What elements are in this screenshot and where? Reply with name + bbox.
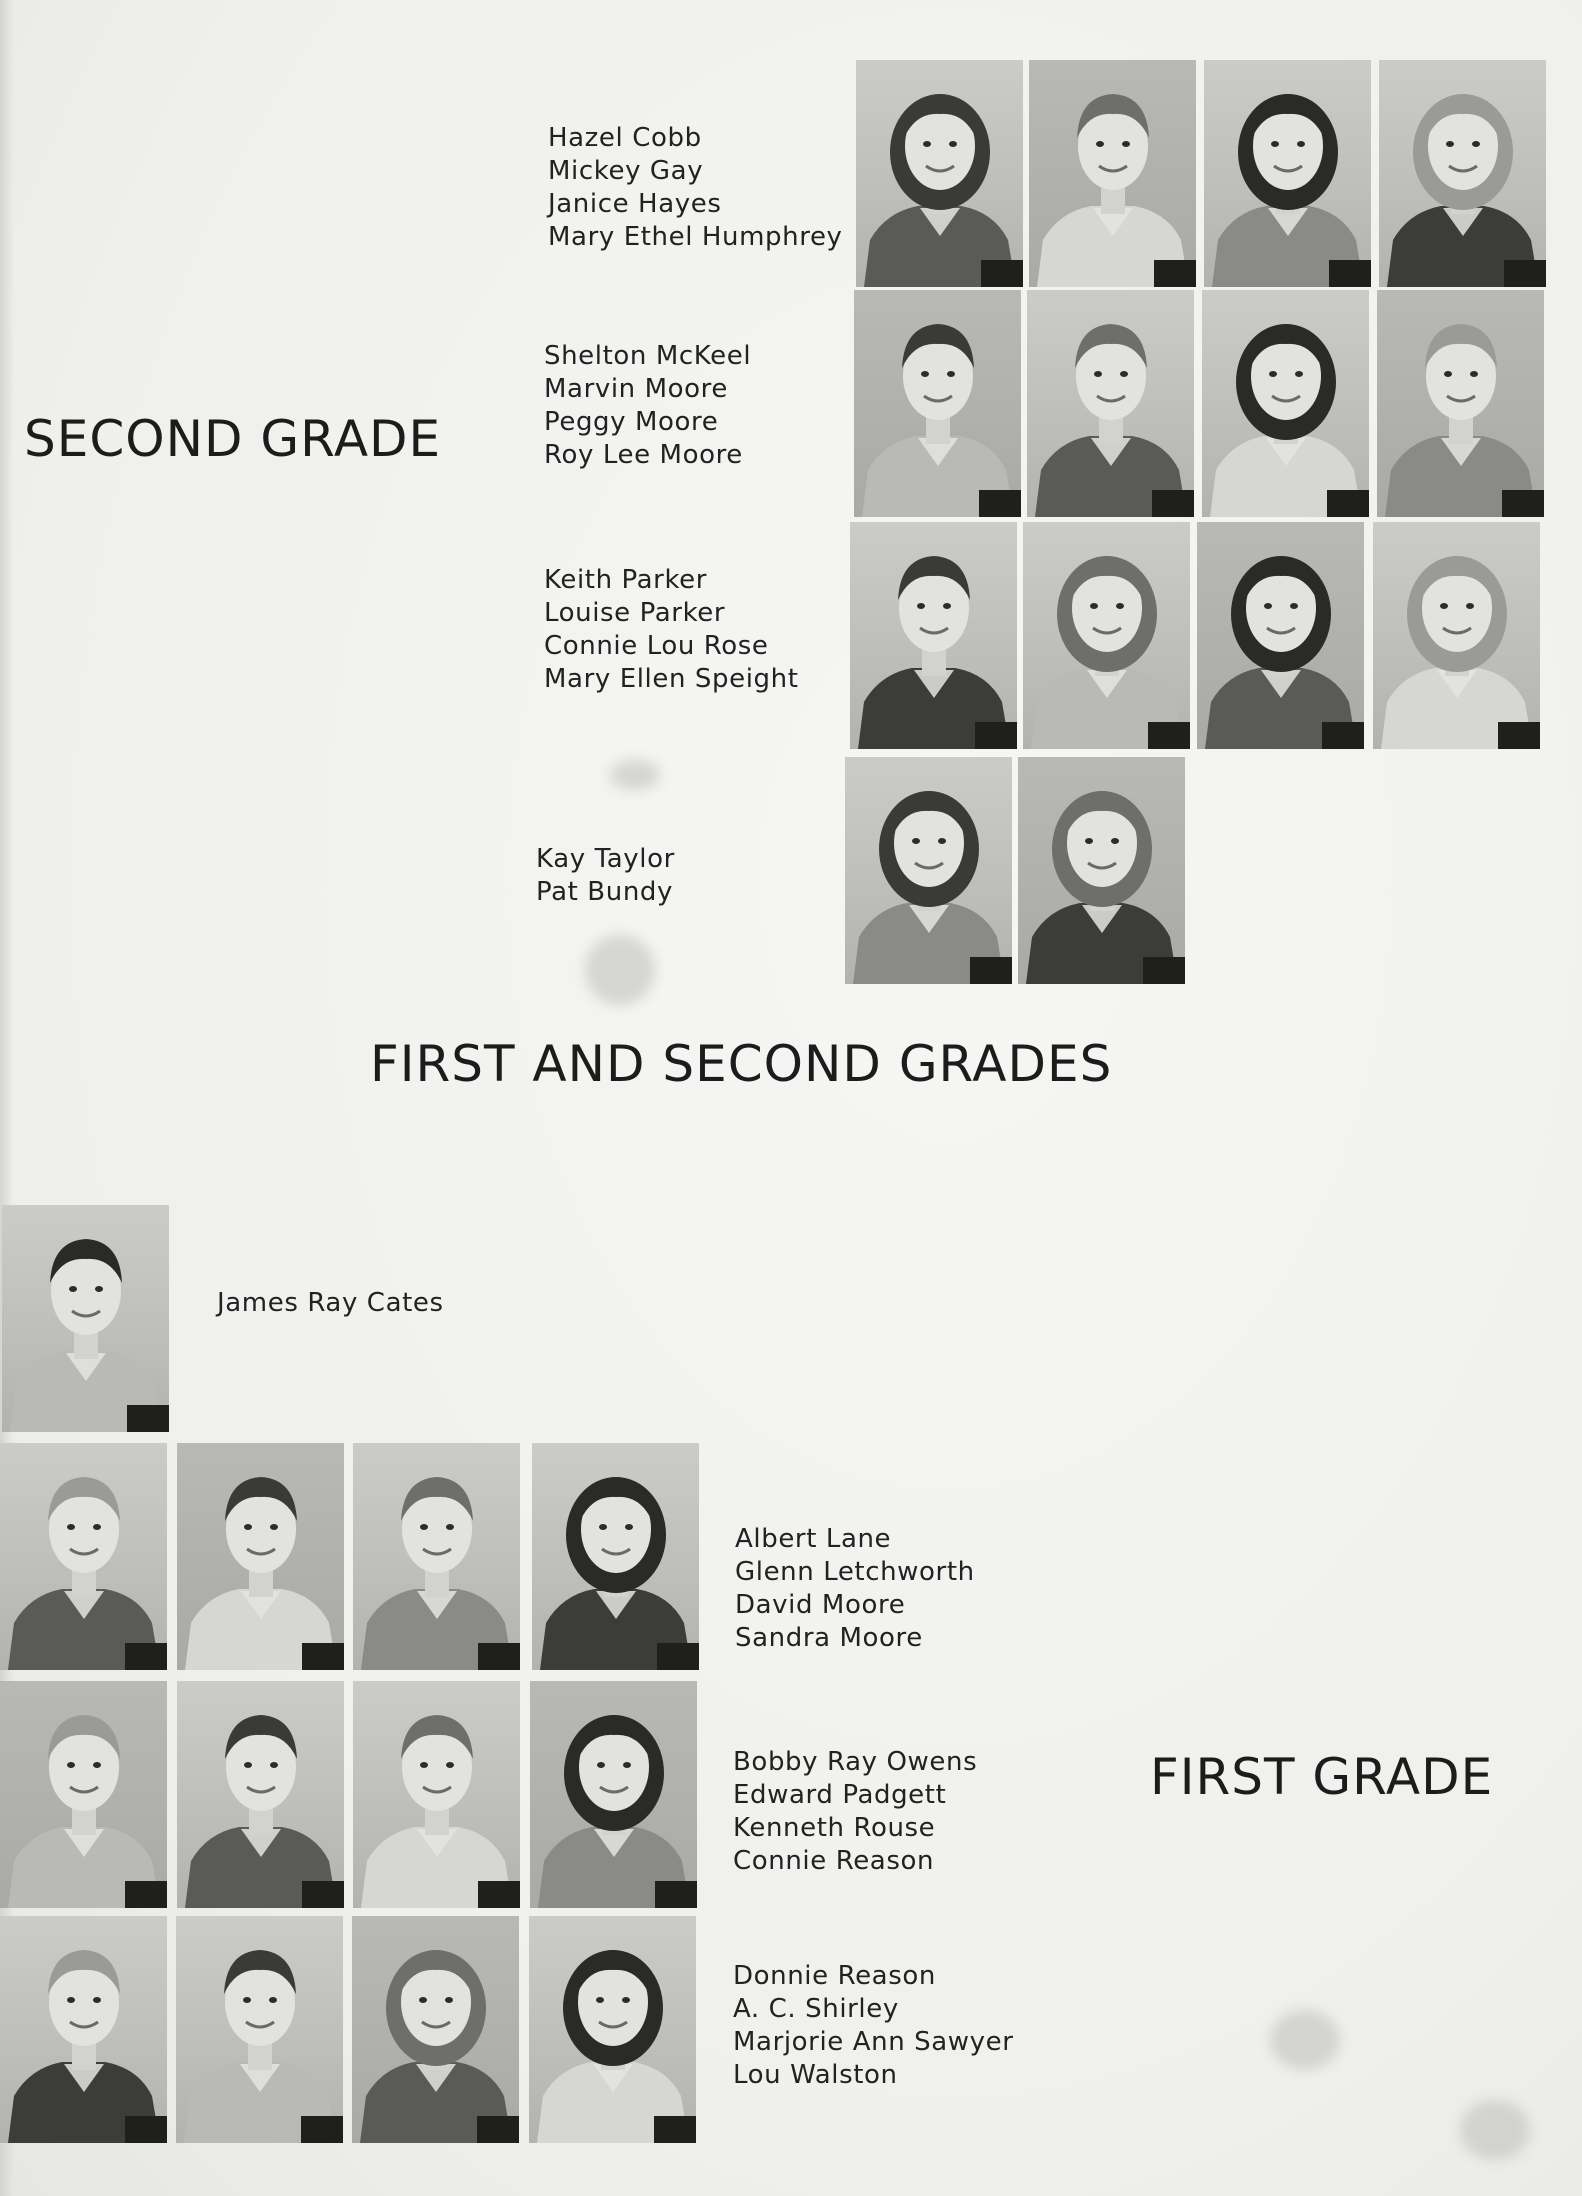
student-name: Mary Ellen Speight <box>544 664 799 694</box>
student-name: Roy Lee Moore <box>544 440 743 470</box>
student-name: David Moore <box>735 1590 906 1620</box>
student-name: Connie Reason <box>733 1846 935 1876</box>
heading-first-grade: FIRST GRADE <box>1150 1748 1494 1806</box>
student-name: Sandra Moore <box>735 1623 923 1653</box>
name-list-second-grade-row-4 <box>536 843 675 909</box>
name-list-first-grade-row-1 <box>735 1523 975 1655</box>
student-photo <box>850 522 1017 749</box>
student-name: Kenneth Rouse <box>733 1813 936 1843</box>
student-photo <box>1202 290 1369 517</box>
student-photo <box>1377 290 1544 517</box>
student-name: Hazel Cobb <box>548 123 702 153</box>
name-list-first-and-second-grades <box>217 1287 444 1320</box>
student-photo <box>353 1681 520 1908</box>
student-name: Louise Parker <box>544 598 726 628</box>
student-name: A. C. Shirley <box>733 1994 899 2024</box>
student-photo <box>845 757 1012 984</box>
student-photo <box>532 1443 699 1670</box>
student-name: Edward Padgett <box>733 1780 947 1810</box>
student-photo <box>1373 522 1540 749</box>
student-name: Janice Hayes <box>548 189 722 219</box>
name-list-second-grade-row-2 <box>544 340 751 472</box>
student-name: Donnie Reason <box>733 1961 936 1991</box>
student-name: Glenn Letchworth <box>735 1557 975 1587</box>
student-name: Kay Taylor <box>536 844 675 874</box>
student-photo <box>2 1205 169 1432</box>
name-list-second-grade-row-1 <box>548 122 843 254</box>
student-photo <box>352 1916 519 2143</box>
paper-stain <box>1270 2010 1340 2070</box>
student-photo <box>529 1916 696 2143</box>
student-name: Mary Ethel Humphrey <box>548 222 843 252</box>
student-photo <box>0 1443 167 1670</box>
student-photo <box>1197 522 1364 749</box>
student-photo <box>1027 290 1194 517</box>
student-photo <box>176 1916 343 2143</box>
student-photo <box>353 1443 520 1670</box>
student-photo <box>854 290 1021 517</box>
student-photo <box>1029 60 1196 287</box>
student-photo <box>856 60 1023 287</box>
heading-second-grade: SECOND GRADE <box>24 410 442 468</box>
student-photo <box>0 1916 167 2143</box>
paper-stain <box>610 760 660 790</box>
student-name: Connie Lou Rose <box>544 631 769 661</box>
heading-first-and-second-grades: FIRST AND SECOND GRADES <box>370 1035 1113 1093</box>
name-list-first-grade-row-2 <box>733 1746 977 1878</box>
student-name: James Ray Cates <box>217 1288 444 1318</box>
student-name: Lou Walston <box>733 2060 898 2090</box>
student-name: Albert Lane <box>735 1524 892 1554</box>
student-name: Marvin Moore <box>544 374 728 404</box>
student-photo <box>530 1681 697 1908</box>
student-photo <box>1018 757 1185 984</box>
student-photo <box>177 1681 344 1908</box>
paper-stain <box>1460 2100 1530 2160</box>
student-name: Peggy Moore <box>544 407 719 437</box>
student-name: Bobby Ray Owens <box>733 1747 978 1777</box>
paper-stain <box>585 935 655 1005</box>
student-photo <box>0 1681 167 1908</box>
name-list-first-grade-row-3 <box>733 1960 1014 2092</box>
student-photo <box>1023 522 1190 749</box>
student-name: Keith Parker <box>544 565 708 595</box>
name-list-second-grade-row-3 <box>544 564 799 696</box>
student-photo <box>1379 60 1546 287</box>
student-name: Mickey Gay <box>548 156 704 186</box>
student-photo <box>1204 60 1371 287</box>
student-name: Pat Bundy <box>536 877 673 907</box>
student-name: Shelton McKeel <box>544 341 752 371</box>
student-name: Marjorie Ann Sawyer <box>733 2027 1014 2057</box>
student-photo <box>177 1443 344 1670</box>
